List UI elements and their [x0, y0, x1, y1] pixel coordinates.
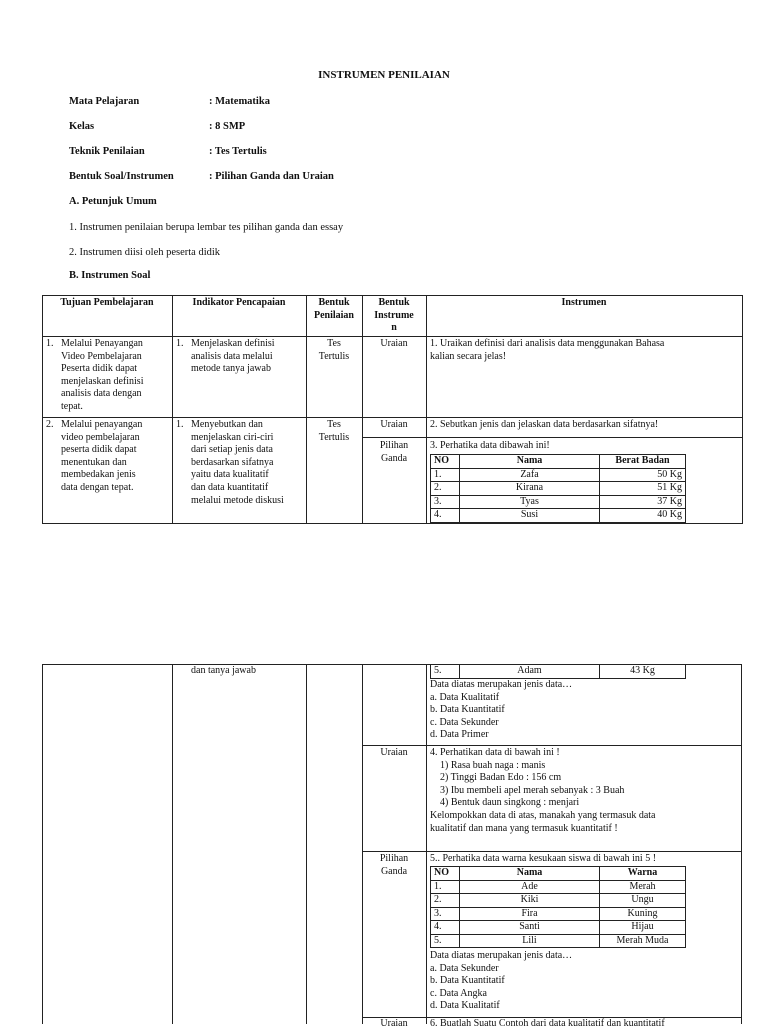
col-nama: Nama: [460, 867, 600, 881]
col-nama: Nama: [460, 455, 600, 469]
q4-content: 4. Perhatikan data di bawah ini ! 1) Rasa buah naga : manis 2) Tinggi Badan Edo : 156 cm 3) Ibu membeli apel merah sebanyak : 3 Buah 4) Bentuk daun singkong : menjari Kelompokkan data di atas, manakah yang termasuk data kualitatif dan mana yang termasuk kuantitatif !: [430, 747, 656, 834]
header-bentuk-penilaian: Bentuk Penilaian: [313, 297, 354, 321]
q6-text: 6. Buatlah Suatu Contoh dari data kualitatif dan kuantitatif: [430, 1018, 665, 1029]
row2-bentuk-a: Uraian: [380, 419, 408, 430]
row1-indikator-number: 1.: [176, 338, 184, 349]
col-warna: Warna: [600, 867, 686, 881]
table-row: 1. Zafa 50 Kg: [431, 468, 686, 482]
table-row: 4. Santi Hijau: [431, 921, 686, 935]
warna-table: [430, 866, 686, 948]
table-row: 1. Ade Merah: [431, 880, 686, 894]
header-instrumen: Instrumen: [561, 297, 607, 308]
section-a-item-2: 2. Instrumen diisi oleh peserta didik: [69, 247, 221, 258]
row2-bentuk-b: Pilihan Ganda: [379, 440, 409, 464]
col-no: NO: [431, 867, 460, 881]
q5-options: Data diatas merupakan jenis data… a. Data Sekunder b. Data Kuantitatif c. Data Angka d. Data Kualitatif: [430, 950, 573, 1012]
meta-label-mapel: Mata Pelajaran: [69, 96, 140, 107]
row2-tujuan: Melalui penayangan video pembelajaran peserta didik dapat menentukan dan membedakan jenis data dengan tepat.: [61, 419, 143, 493]
col-berat: Berat Badan: [600, 455, 686, 469]
row2-instrumen-b: 3. Perhatika data dibawah ini!: [430, 440, 550, 451]
header-indikator: Indikator Pencapaian: [192, 297, 286, 308]
table-row: 5. Lili Merah Muda: [431, 934, 686, 948]
row2-instrumen-a: 2. Sebutkan jenis dan jelaskan data berdasarkan sifatnya!: [430, 419, 659, 430]
meta-label-bentuk: Bentuk Soal/Instrumen: [69, 171, 174, 182]
table-row: 3. Tyas 37 Kg: [431, 495, 686, 509]
section-a-item-1: 1. Instrumen penilaian berupa lembar tes pilihan ganda dan essay: [69, 222, 344, 233]
meta-label-teknik: Teknik Penilaian: [69, 146, 145, 157]
berat-badan-table-continued: [430, 664, 686, 679]
indikator-continued: dan tanya jawab: [191, 665, 256, 676]
row1-tujuan: Melalui Penayangan Video Pembelajaran Peserta didik dapat menjelaskan definisi analisis data dengan tepat.: [61, 338, 144, 412]
berat-badan-table: [430, 454, 686, 523]
row2-penilaian: Tes Tertulis: [318, 419, 350, 443]
row1-number: 1.: [46, 338, 54, 349]
row2-number: 2.: [46, 419, 54, 430]
q5-bentuk: Pilihan Ganda: [379, 853, 409, 877]
table-row: 4. Susi 40 Kg: [431, 509, 686, 523]
table-row: 5. Adam 43 Kg: [431, 665, 686, 679]
q6-bentuk: Uraian: [380, 1018, 408, 1029]
table-row: 3. Fira Kuning: [431, 907, 686, 921]
row1-instrumen: 1. Uraikan definisi dari analisis data menggunakan Bahasa kalian secara jelas!: [430, 338, 665, 362]
row2-indikator-number: 1.: [176, 419, 184, 430]
meta-value-mapel: : Matematika: [209, 96, 270, 107]
section-b-heading: B. Instrumen Soal: [69, 270, 151, 281]
instrument-table-page1: [42, 295, 742, 523]
meta-value-kelas: : 8 SMP: [209, 121, 246, 132]
meta-value-teknik: : Tes Tertulis: [209, 146, 267, 157]
document-title: INSTRUMEN PENILAIAN: [318, 69, 450, 81]
table-row: 2. Kirana 51 Kg: [431, 482, 686, 496]
header-bentuk-instrumen: Bentuk Instrume n: [374, 297, 414, 334]
q4-bentuk: Uraian: [380, 747, 408, 758]
meta-label-kelas: Kelas: [69, 121, 95, 132]
row1-indikator: Menjelaskan definisi analisis data melalui metode tanya jawab: [191, 338, 275, 375]
table-row: 2. Kiki Ungu: [431, 894, 686, 908]
section-a-heading: A. Petunjuk Umum: [69, 196, 157, 207]
header-tujuan: Tujuan Pembelajaran: [60, 297, 154, 308]
q3-options: Data diatas merupakan jenis data… a. Data Kualitatif b. Data Kuantitatif c. Data Sekunder d. Data Primer: [430, 679, 573, 741]
meta-value-bentuk: : Pilihan Ganda dan Uraian: [209, 171, 334, 182]
row1-penilaian: Tes Tertulis: [318, 338, 350, 362]
row2-indikator: Menyebutkan dan menjelaskan ciri-ciri dari setiap jenis data berdasarkan sifatnya yaitu data kualitatif dan data kuantitatif melalui metode diskusi: [191, 419, 284, 506]
instrument-table-page2: [42, 664, 742, 1029]
q5-title: 5.. Perhatika data warna kesukaan siswa di bawah ini 5 !: [430, 853, 657, 864]
col-no: NO: [431, 455, 460, 469]
row1-bentuk: Uraian: [380, 338, 408, 349]
